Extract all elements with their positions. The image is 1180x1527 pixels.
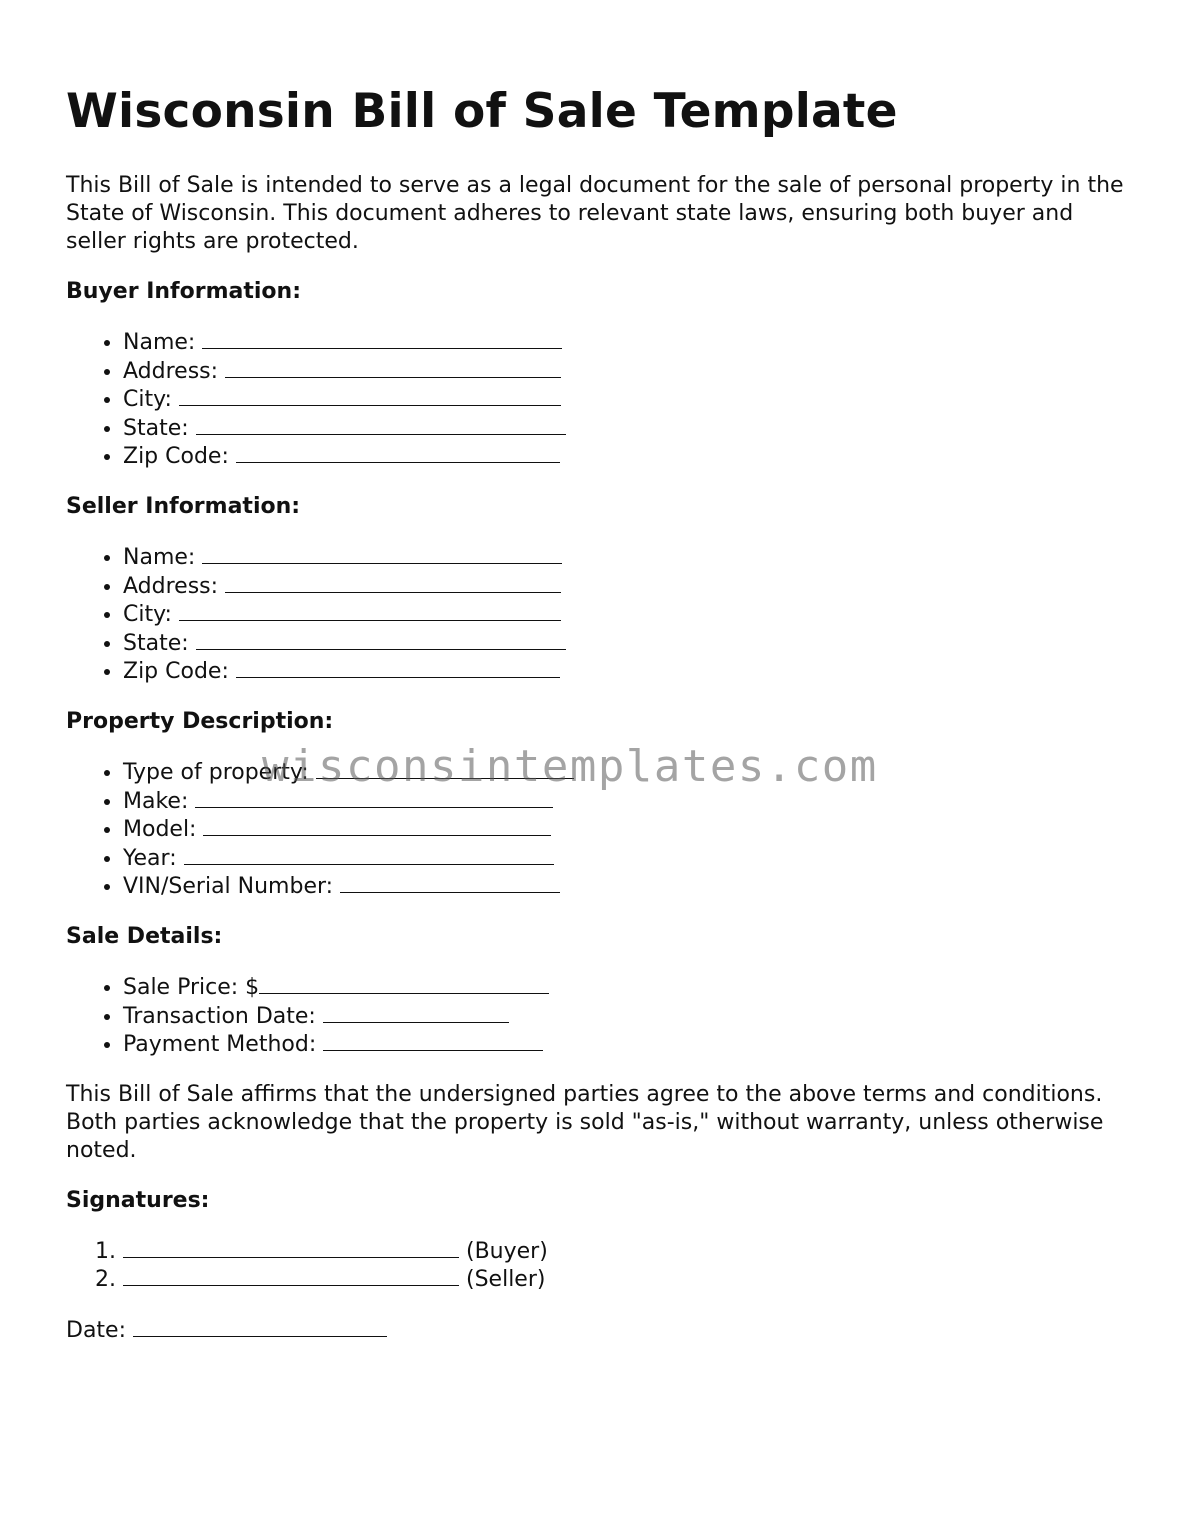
seller-name-blank[interactable] xyxy=(202,543,562,564)
buyer-signature-line: 1. (Buyer) xyxy=(123,1237,1126,1266)
buyer-name-field: • Name: xyxy=(123,328,1126,357)
seller-fields xyxy=(66,543,1126,686)
seller-address-field: • Address: xyxy=(123,572,1126,601)
document-page xyxy=(66,82,1126,1345)
seller-address-blank[interactable] xyxy=(225,572,561,593)
seller-zip-blank[interactable] xyxy=(236,657,560,678)
buyer-city-blank[interactable] xyxy=(179,385,561,406)
sale-price-field: • Sale Price: $ xyxy=(123,973,1126,1002)
date-blank[interactable] xyxy=(133,1316,387,1337)
property-vin-blank[interactable] xyxy=(340,872,560,893)
property-type-blank[interactable] xyxy=(316,758,574,779)
seller-state-blank[interactable] xyxy=(196,629,566,650)
property-model-blank[interactable] xyxy=(203,815,551,836)
property-fields xyxy=(66,758,1126,901)
property-year-blank[interactable] xyxy=(184,844,554,865)
property-make-field: • Make: xyxy=(123,787,1126,816)
buyer-fields xyxy=(66,328,1126,471)
buyer-signature-blank[interactable] xyxy=(123,1237,459,1258)
date-field: Date: xyxy=(66,1316,1126,1345)
property-vin-field: • VIN/Serial Number: xyxy=(123,872,1126,901)
buyer-address-field: • Address: xyxy=(123,357,1126,386)
seller-signature-blank[interactable] xyxy=(123,1265,459,1286)
intro-paragraph: This Bill of Sale is intended to serve as a legal document for the sale of personal property in the State of Wisconsin. This document adheres to relevant state laws, ensuring both buyer and seller rights are protected. xyxy=(66,173,1124,254)
seller-city-blank[interactable] xyxy=(179,600,561,621)
seller-heading: Seller Information: xyxy=(66,493,301,519)
transaction-date-blank[interactable] xyxy=(323,1002,509,1023)
sale-heading: Sale Details: xyxy=(66,923,223,949)
payment-method-field: • Payment Method: xyxy=(123,1030,1126,1059)
property-heading: Property Description: xyxy=(66,708,334,734)
seller-city-field: • City: xyxy=(123,600,1126,629)
property-type-field: • Type of property: xyxy=(123,758,1126,787)
property-make-blank[interactable] xyxy=(195,787,553,808)
buyer-name-blank[interactable] xyxy=(202,328,562,349)
payment-method-blank[interactable] xyxy=(323,1030,543,1051)
seller-state-field: • State: xyxy=(123,629,1126,658)
buyer-city-field: • City: xyxy=(123,385,1126,414)
buyer-state-blank[interactable] xyxy=(196,414,566,435)
signatures-heading: Signatures: xyxy=(66,1187,210,1213)
signature-list xyxy=(66,1237,1126,1294)
seller-name-field: • Name: xyxy=(123,543,1126,572)
transaction-date-field: • Transaction Date: xyxy=(123,1002,1126,1031)
closing-paragraph: This Bill of Sale affirms that the undersigned parties agree to the above terms and conditions. Both parties acknowledge that the property is sold "as-is," without warranty, unless otherwise noted. xyxy=(66,1081,1104,1163)
buyer-heading: Buyer Information: xyxy=(66,279,301,304)
watermark-text: wisconsintemplates.com xyxy=(262,741,878,792)
page-title: Wisconsin Bill of Sale Template xyxy=(66,84,898,139)
buyer-address-blank[interactable] xyxy=(225,357,561,378)
sale-price-blank[interactable] xyxy=(259,973,549,994)
seller-zip-field: • Zip Code: xyxy=(123,657,1126,686)
seller-signature-line: 2. (Seller) xyxy=(123,1265,1126,1294)
sale-fields xyxy=(66,973,1126,1059)
buyer-state-field: • State: xyxy=(123,414,1126,443)
property-model-field: • Model: xyxy=(123,815,1126,844)
buyer-zip-blank[interactable] xyxy=(236,442,560,463)
buyer-zip-field: • Zip Code: xyxy=(123,442,1126,471)
property-year-field: • Year: xyxy=(123,844,1126,873)
